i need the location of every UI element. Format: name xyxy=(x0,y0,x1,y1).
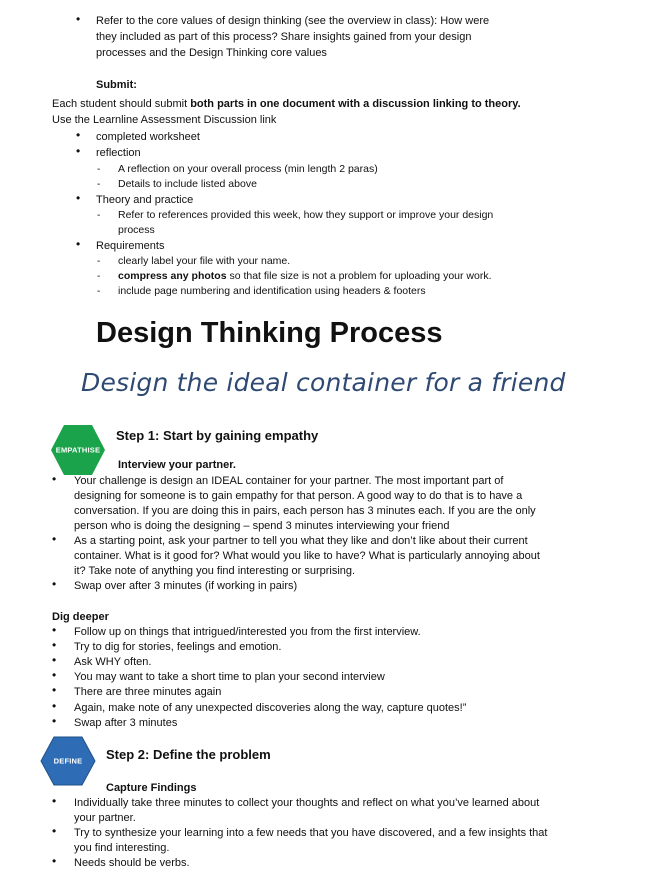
bullet-icon: • xyxy=(52,683,57,697)
bullet-icon: • xyxy=(52,653,57,667)
bullet-icon: • xyxy=(52,668,57,682)
dash-icon: - xyxy=(97,179,101,190)
submit-line-1 xyxy=(52,97,521,112)
req-sub-2 xyxy=(118,269,492,284)
step1-b1-line-4: person who is doing the designing – spend 3 minutes interviewing your friend xyxy=(74,520,450,532)
reflection-sub-2: Details to include listed above xyxy=(118,178,257,190)
step1-b1-line-2: designing for someone is to gain empathy for that person. A good way to do that is to have a xyxy=(74,490,523,502)
bullet-icon: • xyxy=(52,532,57,546)
theory-sub-1-line-1: Refer to references provided this week, how they support or improve your design xyxy=(118,209,494,221)
dig-item-5: There are three minutes again xyxy=(74,686,222,698)
bullet-icon: • xyxy=(52,577,57,591)
submit-line-1-bold: both parts in one document with a discussion linking to theory. xyxy=(190,98,521,110)
submit-heading: Submit: xyxy=(96,79,137,91)
req-sub-1: clearly label your file with your name. xyxy=(118,255,291,267)
reflection-sub-1: A reflection on your overall process (min length 2 paras) xyxy=(118,163,378,175)
submit-line-2: Use the Learnline Assessment Discussion link xyxy=(52,114,277,126)
step1-subheading: Interview your partner. xyxy=(118,459,236,471)
bullet-icon: • xyxy=(52,824,57,838)
req-sub-2-rest: so that file size is not a problem for uploading your work. xyxy=(226,270,492,282)
dig-item-7: Swap after 3 minutes xyxy=(74,717,178,729)
step2-b2-line-2: you find interesting. xyxy=(74,842,170,854)
bullet-icon: • xyxy=(76,191,81,205)
define-badge xyxy=(40,736,96,786)
theory-sub-1-line-2: process xyxy=(118,224,155,236)
dig-heading: Dig deeper xyxy=(52,611,109,623)
bullet-icon: • xyxy=(52,638,57,652)
dig-item-4: You may want to take a short time to plan your second interview xyxy=(74,671,385,683)
step2-title: Step 2: Define the problem xyxy=(106,747,271,762)
bullet-icon: • xyxy=(76,144,81,158)
bullet-icon: • xyxy=(52,854,57,868)
step1-b1-line-1: Your challenge is design an IDEAL container for your partner. The most important part of xyxy=(74,475,504,487)
bullet-icon: • xyxy=(52,699,57,713)
page-title: Design Thinking Process xyxy=(96,317,443,349)
step1-b2-line-2: container. What is it good for? What would you like to have? What is particularly annoying about xyxy=(74,550,540,562)
intro-line-3: processes and the Design Thinking core values xyxy=(96,47,327,59)
step2-b1-line-1: Individually take three minutes to collect your thoughts and reflect on what you’ve learned about xyxy=(74,797,540,809)
step2-b2-line-1: Try to synthesize your learning into a few needs that you have discovered, and a few insights that xyxy=(74,827,548,839)
dig-item-1: Follow up on things that intrigued/interested you from the first interview. xyxy=(74,626,421,638)
req-sub-2-bold: compress any photos xyxy=(118,270,227,282)
bullet-icon: • xyxy=(76,128,81,142)
step2-subheading: Capture Findings xyxy=(106,782,197,794)
dash-icon: - xyxy=(97,286,101,297)
submit-item-requirements: Requirements xyxy=(96,240,165,252)
step1-b3-line-1: Swap over after 3 minutes (if working in pairs) xyxy=(74,580,298,592)
step1-b2-line-3: it? Take note of anything you find interesting or surprising. xyxy=(74,565,356,577)
req-sub-3: include page numbering and identification using headers & footers xyxy=(118,285,426,297)
dash-icon: - xyxy=(97,164,101,175)
step1-b2-line-1: As a starting point, ask your partner to tell you what they like and don’t like about their current xyxy=(74,535,528,547)
dig-item-6: Again, make note of any unexpected discoveries along the way, capture quotes!” xyxy=(74,702,467,714)
dig-item-2: Try to dig for stories, feelings and emotion. xyxy=(74,641,282,653)
empathise-badge-label: EMPATHISE xyxy=(55,445,101,455)
bullet-icon: • xyxy=(52,623,57,637)
bullet-icon: • xyxy=(52,472,57,486)
dash-icon: - xyxy=(97,210,101,221)
intro-line-1: Refer to the core values of design thinking (see the overview in class): How were xyxy=(96,15,490,27)
submit-item-reflection: reflection xyxy=(96,147,141,159)
bullet-icon: • xyxy=(76,12,81,26)
dash-icon: - xyxy=(97,256,101,267)
dash-icon: - xyxy=(97,271,101,282)
empathise-badge xyxy=(50,424,106,476)
intro-line-2: they included as part of this process? Share insights gained from your design xyxy=(96,31,472,43)
bullet-icon: • xyxy=(76,237,81,251)
submit-item-worksheet: completed worksheet xyxy=(96,131,200,143)
step2-b3-line-1: Needs should be verbs. xyxy=(74,857,190,869)
submit-item-theory: Theory and practice xyxy=(96,194,194,206)
page-subtitle: Design the ideal container for a friend xyxy=(81,368,566,397)
bullet-icon: • xyxy=(52,714,57,728)
step1-b1-line-3: conversation. If you are doing this in pairs, each person has 3 minutes each. If you are the only xyxy=(74,505,536,517)
dig-item-3: Ask WHY often. xyxy=(74,656,152,668)
submit-line-1-prefix: Each student should submit xyxy=(52,98,191,110)
step1-title: Step 1: Start by gaining empathy xyxy=(116,428,319,443)
step2-b1-line-2: your partner. xyxy=(74,812,136,824)
define-badge-label: DEFINE xyxy=(53,756,83,766)
bullet-icon: • xyxy=(52,794,57,808)
